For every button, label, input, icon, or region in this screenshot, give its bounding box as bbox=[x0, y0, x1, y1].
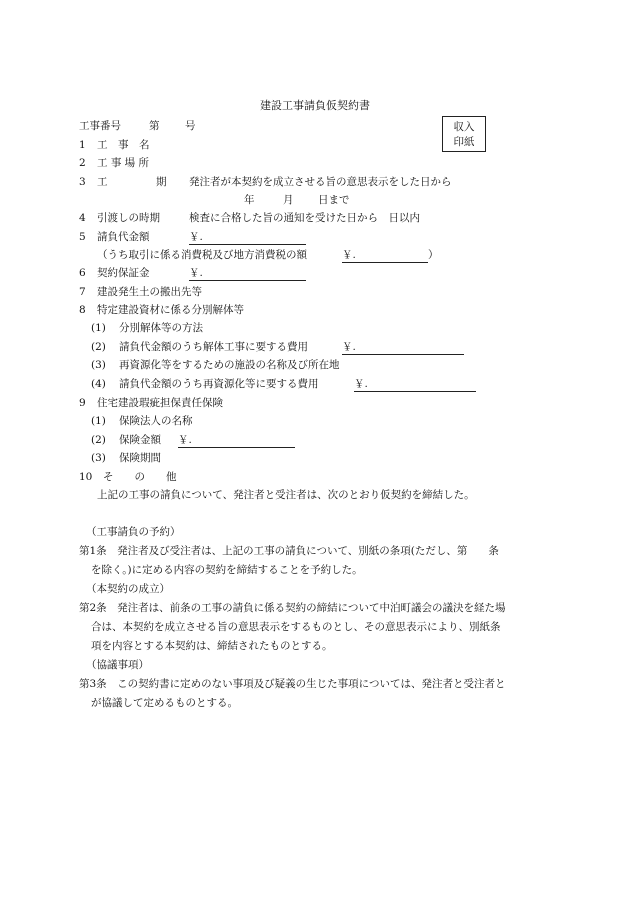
item-8-sub-4-yen: ￥. bbox=[354, 378, 368, 390]
project-number-label: 工事番号 bbox=[79, 120, 121, 132]
project-number-dai: 第 bbox=[149, 120, 160, 132]
item-3-month: 月 bbox=[283, 194, 294, 206]
article-1-line-1: 第1条 発注者及び受注者は、上記の工事の請負について、別紙の条項(ただし、第 条 bbox=[79, 545, 499, 557]
article-3-heading: （協議事項） bbox=[86, 659, 149, 671]
item-2-label: 工 事 場 所 bbox=[97, 157, 150, 169]
item-9-label: 住宅建設瑕疵担保責任保険 bbox=[97, 397, 223, 409]
item-8-label: 特定建設資材に係る分別解体等 bbox=[97, 304, 244, 316]
article-2-line-2: 合は、本契約を成立させる旨の意思表示をするものとし、その意思表示により、別紙条 bbox=[91, 621, 501, 633]
item-10-number: 10 bbox=[79, 471, 93, 483]
item-8-number: 8 bbox=[79, 304, 86, 316]
item-8-sub-1-number: (1) bbox=[91, 322, 106, 334]
intro-text: 上記の工事の請負について、発注者と受注者は、次のとおり仮契約を締結した。 bbox=[97, 489, 475, 501]
item-4-text: 検査に合格した旨の通知を受けた日から 日以内 bbox=[189, 212, 420, 224]
item-8-sub-2-underline bbox=[342, 354, 464, 355]
item-8-sub-2-number: (2) bbox=[91, 341, 106, 353]
project-number-gou: 号 bbox=[185, 120, 196, 132]
item-6-label: 契約保証金 bbox=[97, 267, 150, 279]
item-7-number: 7 bbox=[79, 286, 86, 298]
item-3-number: 3 bbox=[79, 176, 86, 188]
item-9-sub-1-number: (1) bbox=[91, 415, 106, 427]
item-3-label-2: 期 bbox=[156, 176, 167, 188]
stamp-line-1: 収入 bbox=[453, 121, 475, 133]
item-9-sub-3-number: (3) bbox=[91, 452, 106, 464]
item-5-tax-note: （うち取引に係る消費税及び地方消費税の額 bbox=[97, 249, 307, 261]
item-7-label: 建設発生土の搬出先等 bbox=[97, 286, 202, 298]
item-8-sub-3-number: (3) bbox=[91, 359, 106, 371]
document-title: 建設工事請負仮契約書 bbox=[260, 99, 370, 112]
item-5-underline bbox=[189, 244, 306, 245]
item-8-sub-2-text: 請負代金額のうち解体工事に要する費用 bbox=[119, 341, 308, 353]
item-3-year: 年 bbox=[244, 194, 255, 206]
item-3-label: 工 bbox=[97, 176, 108, 188]
item-8-sub-4-text: 請負代金額のうち再資源化等に要する費用 bbox=[119, 378, 319, 390]
item-9-sub-2-text: 保険金額 bbox=[119, 434, 161, 446]
item-8-sub-4-underline bbox=[354, 391, 476, 392]
item-4-label: 引渡しの時期 bbox=[97, 212, 160, 224]
item-10-label: そ の 他 bbox=[103, 471, 177, 483]
item-1-label: 工 事 名 bbox=[97, 139, 150, 151]
item-5-label: 請負代金額 bbox=[97, 231, 150, 243]
article-2-heading: （本契約の成立） bbox=[86, 583, 170, 595]
item-5-tax-underline bbox=[342, 262, 428, 263]
item-8-sub-3-text: 再資源化等をするための施設の名称及び所在地 bbox=[119, 359, 340, 371]
article-2-line-3: 項を内容とする本契約は、締結されたものとする。 bbox=[91, 640, 333, 652]
item-8-sub-2-yen: ￥. bbox=[342, 341, 356, 353]
item-3-text: 発注者が本契約を成立させる旨の意思表示をした日から bbox=[189, 176, 452, 188]
item-9-sub-3-text: 保険期間 bbox=[119, 452, 161, 464]
article-1-heading: （工事請負の予約） bbox=[86, 526, 181, 538]
item-5-number: 5 bbox=[79, 231, 86, 243]
article-3-line-1: 第3条 この契約書に定めのない事項及び疑義の生じた事項については、発注者と受注者と bbox=[79, 678, 506, 690]
article-3-line-2: が協議して定めるものとする。 bbox=[91, 697, 238, 709]
item-5-tax-close: ） bbox=[428, 249, 439, 261]
item-6-underline bbox=[189, 280, 306, 281]
item-8-sub-4-number: (4) bbox=[91, 378, 106, 390]
stamp-line-2: 印紙 bbox=[453, 136, 475, 148]
item-9-sub-2-yen: ￥. bbox=[178, 434, 192, 446]
article-1-line-2: を除く。)に定める内容の契約を締結することを予約した。 bbox=[91, 564, 363, 576]
revenue-stamp-box bbox=[442, 116, 486, 152]
item-9-sub-2-underline bbox=[178, 447, 295, 448]
item-5-yen: ￥. bbox=[189, 231, 203, 243]
item-6-number: 6 bbox=[79, 267, 86, 279]
item-9-number: 9 bbox=[79, 397, 86, 409]
item-9-sub-1-text: 保険法人の名称 bbox=[119, 415, 193, 427]
item-4-number: 4 bbox=[79, 212, 86, 224]
item-8-sub-1-text: 分別解体等の方法 bbox=[119, 322, 203, 334]
item-3-until: 日まで bbox=[318, 194, 350, 206]
item-9-sub-2-number: (2) bbox=[91, 434, 106, 446]
item-1-number: 1 bbox=[79, 139, 86, 151]
item-2-number: 2 bbox=[79, 157, 86, 169]
article-2-line-1: 第2条 発注者は、前条の工事の請負に係る契約の締結について中泊町議会の議決を経た場 bbox=[79, 602, 506, 614]
item-6-yen: ￥. bbox=[189, 267, 203, 279]
item-5-tax-yen: ￥. bbox=[342, 249, 356, 261]
